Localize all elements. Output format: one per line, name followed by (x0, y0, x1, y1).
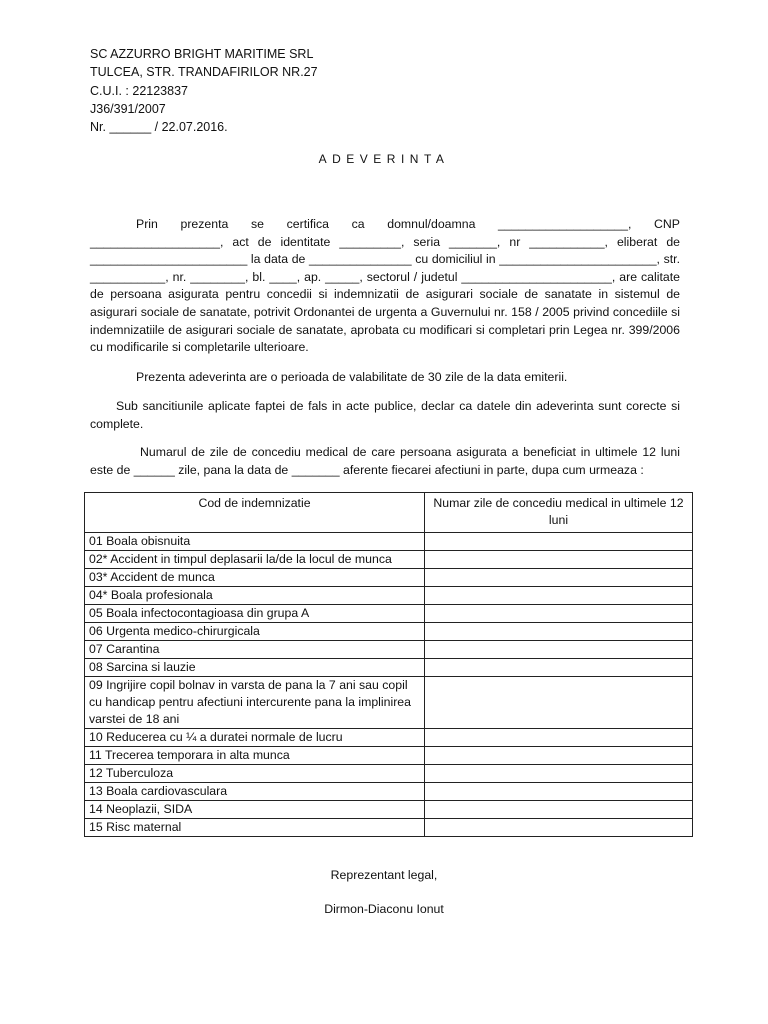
validity-paragraph: Prezenta adeverinta are o perioada de valabilitate de 30 zile de la data emiterii. (136, 370, 568, 384)
table-row (85, 533, 693, 551)
indemnity-code-cell: 07 Carantina (85, 641, 425, 659)
days-count-cell[interactable] (425, 677, 693, 729)
declaration-paragraph: Sub sancitiunile aplicate faptei de fals in acte publice, declar ca datele din adeverinta sunt corecte si complete. (90, 399, 680, 431)
table-row (85, 587, 693, 605)
table-row (85, 729, 693, 747)
indemnity-code-cell: 11 Trecerea temporara in alta munca (85, 747, 425, 765)
company-cui: C.U.I. : 22123837 (90, 83, 188, 98)
days-count-cell[interactable] (425, 605, 693, 623)
certification-paragraph: Prin prezenta se certifica ca domnul/doamna ___________________, CNP ___________________, act de identitate _________, seria _______, nr ___________, eliberat de _______________________ la data de _______________ cu domiciliul in _______________________, str. ___________, nr. ________, bl. ____, ap. _____, sectorul / judetul ______________________, are calitate de persoana asigurata pentru concedii si indemnizatii de asigurari sociale de sanatate in sistemul de asigurari sociale de sanatate, potrivit Ordonantei de urgenta a Guvernului nr. 158 / 2005 privind concediile si indemnizatiile de asigurari sociale de sanatate, aprobata cu modificari si completari prin Legea nr. 399/2006 cu modificarile si completarile ulterioare. (90, 217, 680, 355)
table-row (85, 747, 693, 765)
days-count-cell[interactable] (425, 819, 693, 837)
days-count-cell[interactable] (425, 747, 693, 765)
document-title: ADEVERINTA (318, 152, 450, 166)
indemnity-code-cell: 01 Boala obisnuita (85, 533, 425, 551)
indemnity-code-cell: 02* Accident in timpul deplasarii la/de la locul de munca (85, 551, 425, 569)
table-row (85, 677, 693, 729)
company-header (90, 45, 318, 136)
indemnity-code-cell: 14 Neoplazii, SIDA (85, 801, 425, 819)
table-header-code: Cod de indemnizatie (85, 493, 425, 533)
table-row (85, 765, 693, 783)
leave-days-paragraph: Numarul de zile de concediu medical de care persoana asigurata a beneficiat in ultimele 12 luni este de ______ zile, pana la data de _______ aferente fiecarei afectiuni in parte, dupa cum urmeaza : (90, 445, 680, 477)
indemnity-code-cell: 06 Urgenta medico-chirurgicala (85, 623, 425, 641)
table-row (85, 623, 693, 641)
table-row (85, 605, 693, 623)
table-row (85, 659, 693, 677)
indemnity-code-cell: 03* Accident de munca (85, 569, 425, 587)
table-row (85, 783, 693, 801)
days-count-cell[interactable] (425, 551, 693, 569)
days-count-cell[interactable] (425, 641, 693, 659)
indemnity-code-cell: 12 Tuberculoza (85, 765, 425, 783)
document-number: Nr. ______ / 22.07.2016. (90, 120, 228, 135)
signature-role: Reprezentant legal, (330, 868, 438, 882)
indemnity-code-cell: 13 Boala cardiovasculara (85, 783, 425, 801)
company-name: SC AZZURRO BRIGHT MARITIME SRL (90, 47, 314, 61)
days-count-cell[interactable] (425, 801, 693, 819)
days-count-cell[interactable] (425, 729, 693, 747)
company-address: TULCEA, STR. TRANDAFIRILOR NR.27 (90, 65, 318, 80)
indemnity-code-cell: 05 Boala infectocontagioasa din grupa A (85, 605, 425, 623)
days-count-cell[interactable] (425, 533, 693, 551)
company-registration: J36/391/2007 (90, 101, 166, 116)
table-row (85, 551, 693, 569)
table-row (85, 641, 693, 659)
indemnity-code-cell: 08 Sarcina si lauzie (85, 659, 425, 677)
days-count-cell[interactable] (425, 783, 693, 801)
table-row (85, 569, 693, 587)
signature-name: Dirmon-Diaconu Ionut (324, 902, 444, 916)
table-body (85, 533, 693, 837)
indemnity-codes-table (84, 492, 693, 837)
indemnity-code-cell: 09 Ingrijire copil bolnav in varsta de pana la 7 ani sau copil cu handicap pentru afectiuni intercurente pana la implinirea varstei de 18 ani (85, 677, 425, 729)
indemnity-code-cell: 10 Reducerea cu ¼ a duratei normale de lucru (85, 729, 425, 747)
days-count-cell[interactable] (425, 623, 693, 641)
days-count-cell[interactable] (425, 569, 693, 587)
days-count-cell[interactable] (425, 765, 693, 783)
table-row (85, 819, 693, 837)
table-row (85, 801, 693, 819)
table-header-row (85, 493, 693, 533)
indemnity-code-cell: 04* Boala profesionala (85, 587, 425, 605)
table-header-days: Numar zile de concediu medical in ultimele 12 luni (425, 493, 693, 533)
days-count-cell[interactable] (425, 659, 693, 677)
days-count-cell[interactable] (425, 587, 693, 605)
indemnity-code-cell: 15 Risc maternal (85, 819, 425, 837)
